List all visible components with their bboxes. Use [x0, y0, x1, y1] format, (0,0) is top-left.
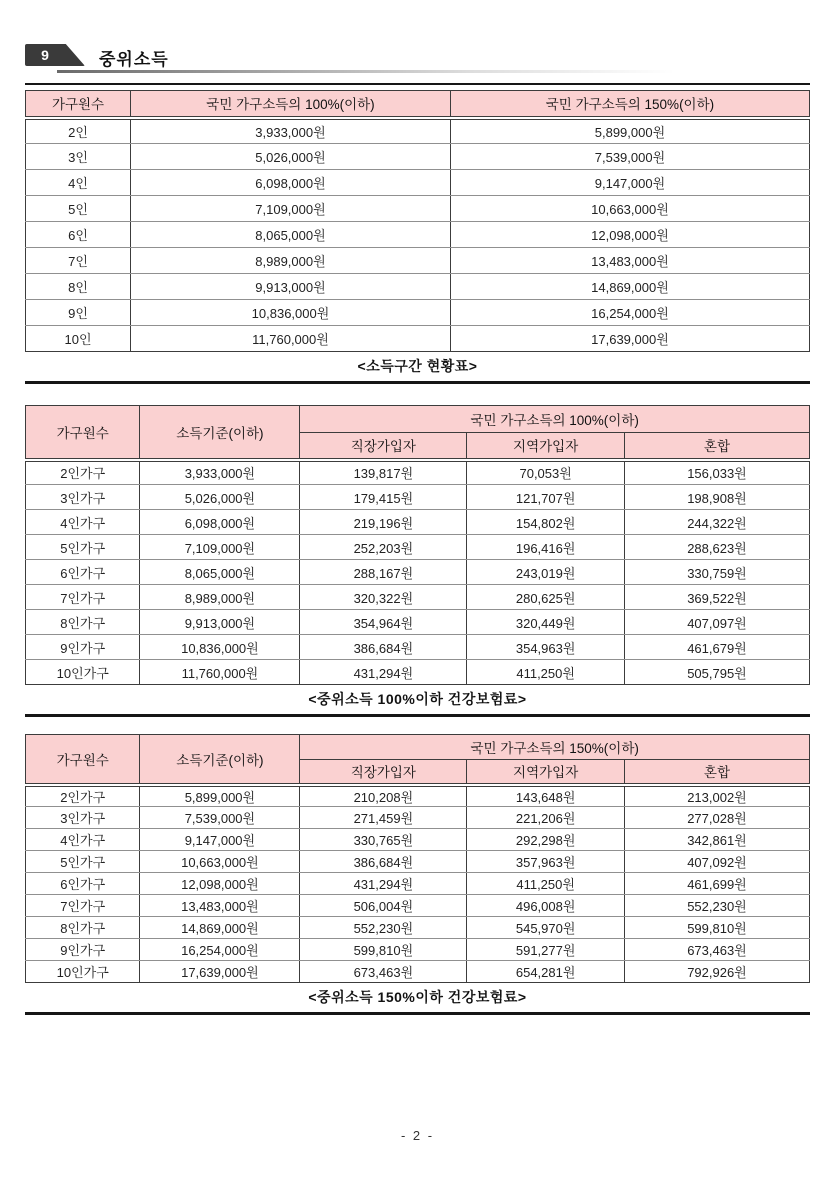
table-row — [26, 144, 810, 170]
table-cell: 8,065,000원 — [131, 222, 451, 248]
table-cell: 6인 — [26, 222, 131, 248]
table-cell: 591,277원 — [467, 939, 625, 961]
table-cell: 673,463원 — [624, 939, 809, 961]
table-row — [26, 170, 810, 196]
table-cell: 505,795원 — [624, 660, 809, 685]
header-household-size: 가구원수 — [26, 735, 140, 785]
table-cell: 431,294원 — [300, 873, 467, 895]
table-row — [26, 222, 810, 248]
table-cell: 10인가구 — [26, 961, 140, 983]
header-mixed: 혼합 — [624, 760, 809, 785]
block-divider — [25, 1012, 810, 1015]
table-cell: 5,899,000원 — [140, 785, 300, 807]
table-row — [26, 635, 810, 660]
table-cell: 2인 — [26, 118, 131, 144]
table-cell: 6,098,000원 — [140, 510, 300, 535]
header-household-size: 가구원수 — [26, 91, 131, 118]
section-title: 중위소득 — [99, 50, 169, 69]
table-cell: 7인 — [26, 248, 131, 274]
table-cell: 5,026,000원 — [131, 144, 451, 170]
table-cell: 320,449원 — [467, 610, 625, 635]
table-row — [26, 961, 810, 983]
header-income-basis: 소득기준(이하) — [140, 406, 300, 460]
table-cell: 288,167원 — [300, 560, 467, 585]
table-cell: 280,625원 — [467, 585, 625, 610]
page-number: - 2 - — [400, 1128, 435, 1143]
table-row — [26, 785, 810, 807]
table-cell: 407,097원 — [624, 610, 809, 635]
table-header — [26, 91, 810, 118]
table-cell: 143,648원 — [467, 785, 625, 807]
header-household-size: 가구원수 — [26, 406, 140, 460]
table-header — [26, 735, 810, 785]
table-cell: 9인가구 — [26, 635, 140, 660]
table-cell: 552,230원 — [300, 917, 467, 939]
table-cell: 411,250원 — [467, 873, 625, 895]
table-cell: 14,869,000원 — [450, 274, 809, 300]
table-cell: 196,416원 — [467, 535, 625, 560]
table-cell: 6,098,000원 — [131, 170, 451, 196]
table-cell: 11,760,000원 — [131, 326, 451, 352]
table-cell: 386,684원 — [300, 635, 467, 660]
table-cell: 5인 — [26, 196, 131, 222]
table-cell: 552,230원 — [624, 895, 809, 917]
table-row — [26, 560, 810, 585]
header-group-100: 국민 가구소득의 100%(이하) — [300, 406, 810, 433]
table-cell: 252,203원 — [300, 535, 467, 560]
table-row — [26, 851, 810, 873]
table-cell: 7인가구 — [26, 585, 140, 610]
table-cell: 506,004원 — [300, 895, 467, 917]
table-cell: 9인 — [26, 300, 131, 326]
table-cell: 6인가구 — [26, 560, 140, 585]
header-mixed: 혼합 — [624, 433, 809, 460]
table-cell: 9,913,000원 — [140, 610, 300, 635]
table-cell: 16,254,000원 — [450, 300, 809, 326]
header-income-150: 국민 가구소득의 150%(이하) — [450, 91, 809, 118]
table-cell: 4인가구 — [26, 510, 140, 535]
table-cell: 461,679원 — [624, 635, 809, 660]
table-cell: 342,861원 — [624, 829, 809, 851]
table-row — [26, 535, 810, 560]
section-divider — [25, 83, 810, 85]
header-employee-insured: 직장가입자 — [300, 433, 467, 460]
header-employee-insured: 직장가입자 — [300, 760, 467, 785]
table-cell: 10,836,000원 — [140, 635, 300, 660]
table-cell: 244,322원 — [624, 510, 809, 535]
table-cell: 7,109,000원 — [131, 196, 451, 222]
section-number: 9 — [41, 47, 49, 63]
table-cell: 5,899,000원 — [450, 118, 809, 144]
table-row — [26, 610, 810, 635]
table-row — [26, 917, 810, 939]
table-cell: 8인가구 — [26, 917, 140, 939]
table-row — [26, 460, 810, 485]
table-row — [26, 196, 810, 222]
table-row — [26, 274, 810, 300]
table-cell: 13,483,000원 — [140, 895, 300, 917]
table-cell: 121,707원 — [467, 485, 625, 510]
table-cell: 7,109,000원 — [140, 535, 300, 560]
table-cell: 16,254,000원 — [140, 939, 300, 961]
table-cell: 3,933,000원 — [140, 460, 300, 485]
table-cell: 12,098,000원 — [450, 222, 809, 248]
table-row — [26, 248, 810, 274]
table-cell: 8,989,000원 — [140, 585, 300, 610]
table-cell: 792,926원 — [624, 961, 809, 983]
header-income-basis: 소득기준(이하) — [140, 735, 300, 785]
table-cell: 17,639,000원 — [450, 326, 809, 352]
table-row — [26, 326, 810, 352]
table-cell: 386,684원 — [300, 851, 467, 873]
table-cell: 411,250원 — [467, 660, 625, 685]
table-body — [26, 785, 810, 983]
table-cell: 3인가구 — [26, 807, 140, 829]
table-cell: 654,281원 — [467, 961, 625, 983]
table-cell: 320,322원 — [300, 585, 467, 610]
header-regional-insured: 지역가입자 — [467, 760, 625, 785]
table-cell: 156,033원 — [624, 460, 809, 485]
premium-150-table — [25, 734, 810, 983]
title-underline — [57, 70, 810, 73]
table-cell: 673,463원 — [300, 961, 467, 983]
table-cell: 12,098,000원 — [140, 873, 300, 895]
table-cell: 9,913,000원 — [131, 274, 451, 300]
table-row — [26, 660, 810, 685]
table-cell: 9,147,000원 — [450, 170, 809, 196]
block-divider — [25, 714, 810, 717]
table-cell: 7,539,000원 — [450, 144, 809, 170]
premium-100-table — [25, 405, 810, 685]
header-income-100: 국민 가구소득의 100%(이하) — [131, 91, 451, 118]
table-row — [26, 873, 810, 895]
table-cell: 198,908원 — [624, 485, 809, 510]
table-row — [26, 585, 810, 610]
table-cell: 277,028원 — [624, 807, 809, 829]
table-cell: 407,092원 — [624, 851, 809, 873]
table-cell: 2인가구 — [26, 785, 140, 807]
table-cell: 70,053원 — [467, 460, 625, 485]
table-row — [26, 510, 810, 535]
table-cell: 461,699원 — [624, 873, 809, 895]
page-content — [25, 44, 810, 1015]
table-header — [26, 406, 810, 460]
table-cell: 6인가구 — [26, 873, 140, 895]
table-cell: 431,294원 — [300, 660, 467, 685]
table-cell: 221,206원 — [467, 807, 625, 829]
table-cell: 8,989,000원 — [131, 248, 451, 274]
table-cell: 10,836,000원 — [131, 300, 451, 326]
table-cell: 354,964원 — [300, 610, 467, 635]
table-cell: 2인가구 — [26, 460, 140, 485]
table-cell: 11,760,000원 — [140, 660, 300, 685]
table-row — [26, 895, 810, 917]
table-cell: 4인 — [26, 170, 131, 196]
table-cell: 14,869,000원 — [140, 917, 300, 939]
table-cell: 17,639,000원 — [140, 961, 300, 983]
table-cell: 154,802원 — [467, 510, 625, 535]
table-body — [26, 460, 810, 685]
table-cell: 288,623원 — [624, 535, 809, 560]
table-cell: 8인가구 — [26, 610, 140, 635]
table-cell: 9인가구 — [26, 939, 140, 961]
table-cell: 10인 — [26, 326, 131, 352]
table-cell: 5인가구 — [26, 851, 140, 873]
table-cell: 330,759원 — [624, 560, 809, 585]
table-cell: 496,008원 — [467, 895, 625, 917]
table-cell: 219,196원 — [300, 510, 467, 535]
table-body — [26, 118, 810, 352]
table-cell: 7,539,000원 — [140, 807, 300, 829]
section-header — [25, 44, 810, 74]
table-cell: 4인가구 — [26, 829, 140, 851]
table-cell: 599,810원 — [300, 939, 467, 961]
table-row — [26, 118, 810, 144]
table-row — [26, 829, 810, 851]
table-cell: 354,963원 — [467, 635, 625, 660]
table-cell: 369,522원 — [624, 585, 809, 610]
table-cell: 139,817원 — [300, 460, 467, 485]
table-caption: <중위소득 150%이하 건강보험료> — [308, 989, 527, 1005]
table-cell: 13,483,000원 — [450, 248, 809, 274]
table-cell: 213,002원 — [624, 785, 809, 807]
table-cell: 545,970원 — [467, 917, 625, 939]
table-cell: 357,963원 — [467, 851, 625, 873]
table-caption: <중위소득 100%이하 건강보험료> — [308, 691, 527, 707]
table-cell: 179,415원 — [300, 485, 467, 510]
table-cell: 292,298원 — [467, 829, 625, 851]
table-cell: 599,810원 — [624, 917, 809, 939]
table-cell: 10,663,000원 — [450, 196, 809, 222]
header-group-150: 국민 가구소득의 150%(이하) — [300, 735, 810, 760]
table-cell: 3인가구 — [26, 485, 140, 510]
table-cell: 3,933,000원 — [131, 118, 451, 144]
table-cell: 3인 — [26, 144, 131, 170]
table-row — [26, 939, 810, 961]
table-cell: 8,065,000원 — [140, 560, 300, 585]
table-row — [26, 485, 810, 510]
table-cell: 5,026,000원 — [140, 485, 300, 510]
block-divider — [25, 381, 810, 384]
table-caption: <소득구간 현황표> — [357, 358, 478, 374]
table-cell: 7인가구 — [26, 895, 140, 917]
income-bracket-table — [25, 90, 810, 352]
table-cell: 210,208원 — [300, 785, 467, 807]
header-regional-insured: 지역가입자 — [467, 433, 625, 460]
table-cell: 8인 — [26, 274, 131, 300]
table-row — [26, 807, 810, 829]
table-cell: 10인가구 — [26, 660, 140, 685]
table-cell: 9,147,000원 — [140, 829, 300, 851]
table-cell: 10,663,000원 — [140, 851, 300, 873]
table-row — [26, 300, 810, 326]
table-cell: 330,765원 — [300, 829, 467, 851]
table-cell: 5인가구 — [26, 535, 140, 560]
table-cell: 271,459원 — [300, 807, 467, 829]
table-cell: 243,019원 — [467, 560, 625, 585]
